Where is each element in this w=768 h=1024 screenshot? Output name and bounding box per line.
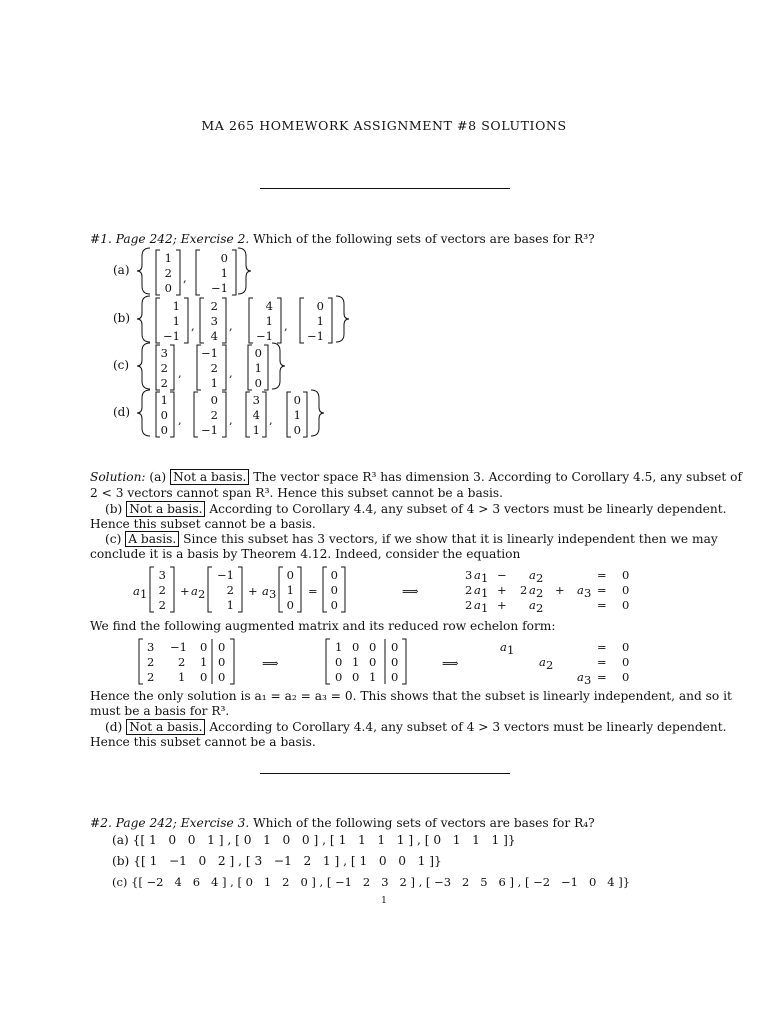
problem-1-label: #1. Page 242; Exercise 2. [90,232,250,246]
svg-text:1: 1 [200,655,208,669]
augmented-matrix-intro: We find the following augmented matrix and its reduced row echelon form: [90,619,556,633]
vector-entry: 2 [164,266,172,280]
svg-text:2: 2 [147,670,155,684]
svg-text:=: = [597,583,607,597]
svg-text:,: , [284,319,288,333]
option-d-label: (d) [113,405,131,419]
option-label: (a) [112,833,129,847]
svg-text:a: a [529,598,536,612]
solution-d-label: (d) [105,720,123,734]
svg-text:=: = [597,598,607,612]
svg-text:0: 0 [335,655,343,669]
svg-text:3: 3 [465,568,473,582]
svg-text:3: 3 [584,586,592,600]
vector-entry: 1 [252,423,260,437]
svg-text:0: 0 [335,670,343,684]
solution-a [90,470,742,485]
option-vectors: {[ 1 −1 0 2 ] , [ 3 −1 2 1 ] , [ 1 0 0 1 ]} [133,854,442,868]
solution-c-label: (c) [105,532,122,546]
vector-entry: 1 [220,266,228,280]
vector-entry: 2 [160,361,168,375]
svg-text:,: , [178,413,182,427]
vector-equation [0,562,768,618]
vector-entry: 0 [293,393,301,407]
svg-text:2: 2 [546,658,554,672]
svg-text:−1: −1 [217,568,234,582]
solution-d [105,720,727,735]
svg-text:0: 0 [622,568,630,582]
solution-lead: Solution: [90,470,146,484]
option-c-set-brace [137,343,150,389]
svg-text:⟹: ⟹ [402,584,419,598]
vector-entry: 1 [293,408,301,422]
svg-text:0: 0 [200,640,208,654]
vector-entry: −1 [201,423,218,437]
solution-a-line2: 2 < 3 vectors cannot span R³. Hence this subset cannot be a basis. [90,486,504,500]
problem-2-option-a [112,833,516,848]
vector-entry: 3 [210,314,218,328]
vector-entry: 3 [252,393,260,407]
svg-text:0: 0 [352,640,360,654]
option-b-set-brace [137,296,150,342]
vector-entry: 1 [265,314,273,328]
problem-2-question: Which of the following sets of vectors are bases for R₄? [253,816,595,830]
svg-text:=: = [597,655,607,669]
svg-text:2: 2 [226,583,234,597]
svg-text:a: a [529,568,536,582]
svg-text:0: 0 [391,655,399,669]
svg-text:2: 2 [536,586,544,600]
vector-entry: 1 [210,376,218,390]
vector-entry: 1 [172,314,180,328]
solution-c-line2: conclude it is a basis by Theorem 4.12. Indeed, consider the equation [90,547,521,561]
svg-text:,: , [178,366,182,380]
option-a-label: (a) [113,263,130,277]
svg-text:a: a [529,583,536,597]
option-c-label: (c) [113,358,130,372]
svg-text:1: 1 [481,571,489,585]
svg-text:a: a [500,640,507,654]
svg-text:+: + [180,584,190,598]
svg-text:2: 2 [536,601,544,615]
svg-text:1: 1 [178,670,186,684]
svg-text:0: 0 [622,670,630,684]
svg-text:1: 1 [369,670,377,684]
svg-text:1: 1 [352,655,360,669]
problem-1-vector-sets [0,240,768,445]
vector-entry: 0 [254,346,262,360]
option-vectors: {[ −2 4 6 4 ] , [ 0 1 2 0 ] , [ −1 2 3 2 ] , [ −3 2 5 6 ] , [ −2 −1 0 4 ]} [131,875,631,889]
svg-text:⟹: ⟹ [442,656,459,670]
vector-entry: 3 [160,346,168,360]
svg-text:2: 2 [147,655,155,669]
svg-text:0: 0 [369,655,377,669]
vector-entry: 1 [164,251,172,265]
svg-text:a: a [577,670,584,684]
svg-text:a: a [474,598,481,612]
svg-text:a: a [133,584,140,598]
option-b-label: (b) [113,311,131,325]
svg-text:,: , [269,413,273,427]
svg-text:=: = [597,640,607,654]
vector-entry: 0 [210,393,218,407]
problem-1-question: Which of the following sets of vectors are bases for R³? [253,232,595,246]
svg-text:0: 0 [352,670,360,684]
svg-text:a: a [262,584,269,598]
vector-entry: 1 [254,361,262,375]
svg-text:1: 1 [481,601,489,615]
svg-text:,: , [229,366,233,380]
answer-box-b: Not a basis. [126,501,205,517]
vector-entry: 0 [160,423,168,437]
svg-text:a: a [539,655,546,669]
svg-text:0: 0 [330,568,338,582]
vector-entry: 1 [160,393,168,407]
vector-entry: 0 [164,281,172,295]
svg-text:−1: −1 [170,640,187,654]
svg-text:1: 1 [507,643,515,657]
svg-text:2: 2 [178,655,186,669]
svg-text:,: , [183,271,187,285]
svg-text:2: 2 [536,571,544,585]
vector-entry: 4 [210,329,218,343]
svg-text:⟹: ⟹ [262,656,279,670]
svg-text:3: 3 [584,673,592,687]
svg-text:0: 0 [218,655,226,669]
vector-entry: 0 [220,251,228,265]
svg-text:0: 0 [218,670,226,684]
augmented-matrix-reduction [0,634,768,690]
svg-text:+: + [248,584,258,598]
vector-entry: −1 [307,329,324,343]
svg-text:0: 0 [218,640,226,654]
answer-box-a: Not a basis. [170,469,249,485]
svg-text:0: 0 [286,568,294,582]
page-number: 1 [381,896,387,906]
solution-b-line2: Hence this subset cannot be a basis. [90,517,316,531]
vector-entry: −1 [211,281,228,295]
vector-entry: 0 [316,299,324,313]
svg-text:a: a [474,568,481,582]
solution-c-text: Since this subset has 3 vectors, if we show that it is linearly independent then we may [183,532,718,546]
svg-text:+: + [555,583,565,597]
svg-text:2: 2 [465,598,473,612]
svg-text:1: 1 [335,640,343,654]
vector-entry: 1 [316,314,324,328]
problem-2-option-b [112,854,442,869]
svg-text:0: 0 [622,583,630,597]
svg-text:a: a [191,584,198,598]
svg-text:2: 2 [158,583,166,597]
svg-text:1: 1 [140,587,148,601]
svg-text:2: 2 [158,598,166,612]
problem-2-label: #2. Page 242; Exercise 3. [90,816,250,830]
svg-text:3: 3 [269,587,277,601]
svg-text:,: , [229,319,233,333]
svg-text:,: , [191,319,195,333]
answer-box-d: Not a basis. [126,719,205,735]
svg-text:a: a [577,583,584,597]
option-label: (b) [112,854,130,868]
svg-text:−: − [497,568,507,582]
svg-text:1: 1 [481,586,489,600]
option-d-set-brace [137,390,150,436]
section-divider [260,188,510,189]
svg-text:2: 2 [520,583,528,597]
vector-entry: −1 [256,329,273,343]
svg-text:0: 0 [391,640,399,654]
svg-text:,: , [229,413,233,427]
conclusion-line1: Hence the only solution is a₁ = a₂ = a₃ = 0. This shows that the subset is linearly independent, and so it [90,689,732,703]
svg-text:0: 0 [286,598,294,612]
svg-text:0: 0 [330,583,338,597]
vector-entry: 2 [160,376,168,390]
svg-text:0: 0 [622,640,630,654]
svg-text:0: 0 [369,640,377,654]
svg-text:a: a [474,583,481,597]
solution-a-text: The vector space R³ has dimension 3. According to Corollary 4.5, any subset of [253,470,742,484]
vector-entry: 4 [252,408,260,422]
svg-text:1: 1 [226,598,234,612]
vector-entry: 2 [210,299,218,313]
svg-text:2: 2 [465,583,473,597]
solution-c [105,532,718,547]
svg-text:0: 0 [391,670,399,684]
problem-2-option-c [112,875,630,890]
vector-entry: 2 [210,408,218,422]
svg-text:2: 2 [198,587,206,601]
svg-text:=: = [597,670,607,684]
solution-d-text: According to Corollary 4.4, any subset of 4 > 3 vectors must be linearly dependent. [209,720,727,734]
svg-text:+: + [497,583,507,597]
option-label: (c) [112,875,128,889]
solution-d-line2: Hence this subset cannot be a basis. [90,735,316,749]
svg-text:0: 0 [200,670,208,684]
solution-b-text: According to Corollary 4.4, any subset of 4 > 3 vectors must be linearly dependent. [209,502,727,516]
svg-text:1: 1 [286,583,294,597]
vector-entry: −1 [201,346,218,360]
vector-entry: 0 [160,408,168,422]
conclusion-line2: must be a basis for R³. [90,704,230,718]
vector-entry: 0 [293,423,301,437]
problem-2-statement [90,816,595,831]
svg-text:=: = [597,568,607,582]
section-divider [260,773,510,774]
solution-b-label: (b) [105,502,123,516]
svg-text:3: 3 [158,568,166,582]
vector-entry: −1 [163,329,180,343]
svg-text:=: = [308,584,318,598]
vector-entry: 0 [254,376,262,390]
svg-text:0: 0 [622,655,630,669]
svg-text:0: 0 [622,598,630,612]
vector-entry: 1 [172,299,180,313]
vector-entry: 2 [210,361,218,375]
solution-a-label: (a) [149,470,167,484]
solution-b [105,502,727,517]
svg-text:+: + [497,598,507,612]
svg-text:3: 3 [147,640,155,654]
vector-entry: 4 [265,299,273,313]
svg-text:0: 0 [330,598,338,612]
page-title: MA 265 HOMEWORK ASSIGNMENT #8 SOLUTIONS [201,118,567,133]
option-vectors: {[ 1 0 0 1 ] , [ 0 1 0 0 ] , [ 1 1 1 1 ] , [ 0 1 1 1 ]} [132,833,516,847]
option-a-set-brace [137,248,150,294]
answer-box-c: A basis. [125,531,179,547]
